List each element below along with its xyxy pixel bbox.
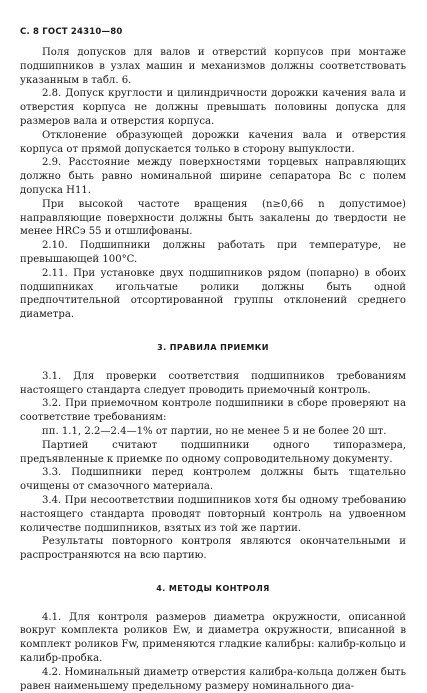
paragraph: 3.4. При несоответствии подшипников хотя бы одному требованию настоящего стандарта проводят повторный контроль на удвоенном количестве подшипников, взятых из той же партии. xyxy=(20,494,406,534)
paragraph: При высокой частоте вращения (n≥0,66 n допустимое) направляющие поверхности должны быть закалены до твердости не менее HRCэ 55 и отшлифованы. xyxy=(20,198,406,238)
paragraph: Партией считают подшипники одного типоразмера, предъявленные к приемке по одному сопроводительному документу. xyxy=(20,439,406,465)
paragraph: Поля допусков для валов и отверстий корпусов при монтаже подшипников в узлах машин и механизмов должны соответствовать указанным в табл. 6. xyxy=(20,47,406,86)
page-header: С. 8 ГОСТ 24310—80 xyxy=(20,27,123,37)
document-body xyxy=(20,46,406,693)
paragraph: 2.8. Допуск круглости и цилиндричности дорожки качения вала и отверстия корпуса не должны превышать половины допуска для размеров вала и отверстия корпуса. xyxy=(20,88,406,127)
paragraph: 4.2. Номинальный диаметр отверстия калибра-кольца должен быть равен наименьшему предельному размеру номинального диа- xyxy=(20,666,406,692)
paragraph: 3.2. При приемочном контроле подшипники в сборе проверяют на соответствие требованиям: xyxy=(20,398,406,424)
section-3-heading: 3. ПРАВИЛА ПРИЕМКИ xyxy=(157,342,269,352)
paragraph: Отклонение образующей дорожки качения вала и отверстия корпуса от прямой допускается только в сторону выпуклости. xyxy=(20,129,406,155)
paragraph: 4.1. Для контроля размеров диаметра окружности, описанной вокруг комплекта роликов Ew, и диаметра окружности, вписанной в комплект роликов Fw, применяются гладкие калибры: калибр-кольцо и калибр-пробка. xyxy=(20,611,406,665)
paragraph: 2.9. Расстояние между поверхностями торцевых направляющих должно быть равно номинальной ширине сепаратора Bc с полем допуска H11. xyxy=(20,157,406,196)
paragraph: пп. 1.1, 2.2—2.4—1% от партии, но не менее 5 и не более 20 шт. xyxy=(42,425,387,437)
paragraph: 2.10. Подшипники должны работать при температуре, не превышающей 100°C. xyxy=(20,240,406,265)
paragraph: 2.11. При установке двух подшипников рядом (попарно) в обоих подшипниках игольчатые ролики должны быть одной предпочтительной отсортированной группы отклонений среднего диаметра. xyxy=(20,267,406,321)
paragraph: 3.1. Для проверки соответствия подшипников требованиям настоящего стандарта следует проводить приемочный контроль. xyxy=(20,370,406,396)
section-4-heading: 4. МЕТОДЫ КОНТРОЛЯ xyxy=(156,583,270,593)
paragraph: Результаты повторного контроля являются окончательными и распространяются на всю партию. xyxy=(20,536,406,562)
paragraph: 3.3. Подшипники перед контролем должны быть тщательно очищены от смазочного материала. xyxy=(20,467,406,493)
